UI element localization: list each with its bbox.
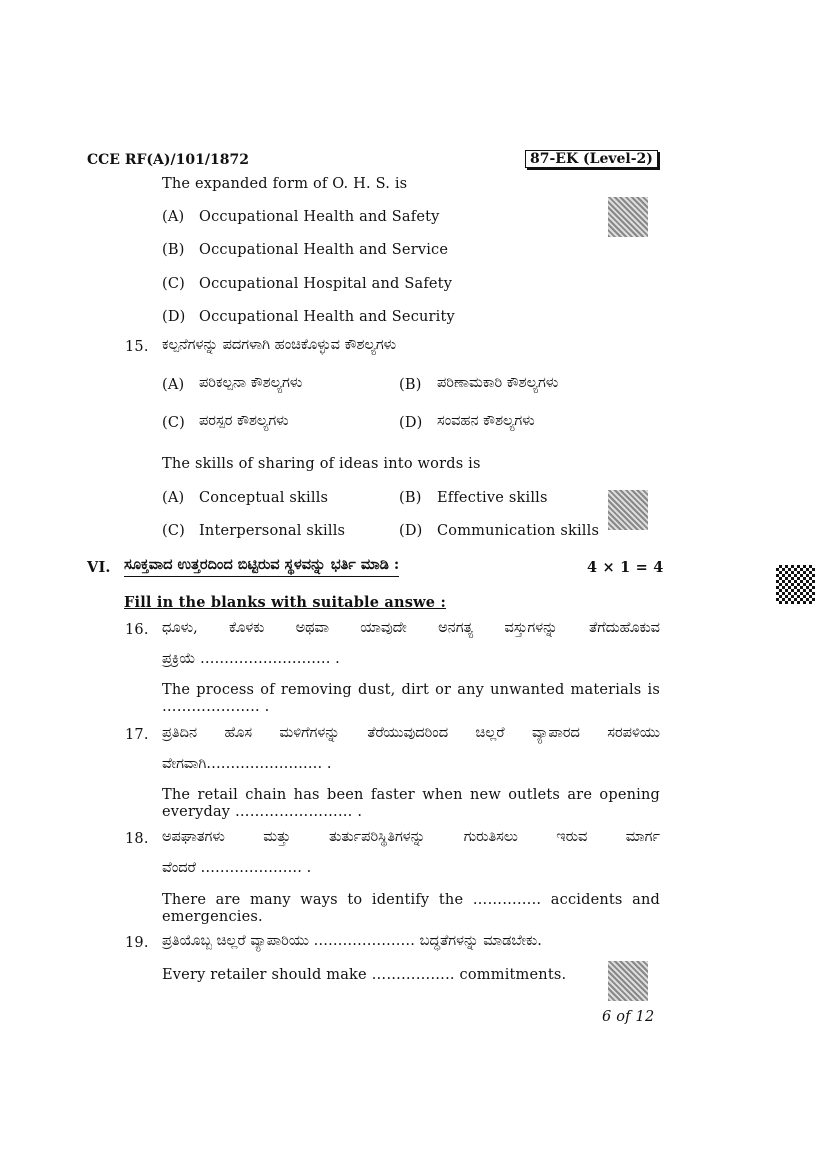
- q15-en-option-b-text: Effective skills: [437, 490, 548, 506]
- q14-option-d-label: (D): [162, 309, 186, 325]
- q15-en-option-d-label: (D): [399, 523, 423, 539]
- qr-code-image: [776, 565, 815, 604]
- q15-number: 15.: [125, 339, 149, 355]
- section-marks: 4 × 1 = 4: [587, 559, 664, 576]
- q15-kn-option-b-text: ಪರಿಣಾಮಕಾರಿ ಕೌಶಲ್ಯಗಳು: [437, 375, 559, 391]
- section-title-kn: ಸೂಕ್ತವಾದ ಉತ್ತರದಿಂದ ಬಿಟ್ಟಿರುವ ಸ್ಥಳವನ್ನು ಭರ್ತಿ ಮಾಡಿ :: [124, 556, 399, 577]
- q16-number: 16.: [125, 622, 149, 638]
- qr-code-image: [608, 197, 648, 237]
- q15-kn-option-c-text: ಪರಸ್ಪರ ಕೌಶಲ್ಯಗಳು: [199, 413, 289, 429]
- q16-en-line2: ……………….. .: [162, 699, 270, 715]
- document-code: CCE RF(A)/101/1872: [87, 152, 249, 168]
- q19-kn-line1: ಪ್ರತಿಯೊಬ್ಬ ಚಿಲ್ಲರೆ ವ್ಯಾಪಾರಿಯು ………………… ಬದ್ಧತೆಗಳನ್ನು ಮಾಡಬೇಕು.: [162, 933, 542, 949]
- q14-option-a-text: Occupational Health and Safety: [199, 209, 440, 225]
- q15-en-option-b-label: (B): [399, 490, 422, 506]
- q19-number: 19.: [125, 935, 149, 951]
- q15-kn-option-d-text: ಸಂವಹನ ಕೌಶಲ್ಯಗಳು: [437, 413, 535, 429]
- q15-kn-option-d-label: (D): [399, 415, 423, 431]
- q15-en-option-c-label: (C): [162, 523, 186, 539]
- q14-option-c-label: (C): [162, 276, 186, 292]
- q18-en-line1: There are many ways to identify the ………….. accidents and: [162, 892, 660, 908]
- q17-kn-line2: ವೇಗವಾಗಿ…………………… .: [162, 756, 332, 772]
- q14-option-b-label: (B): [162, 242, 185, 258]
- q15-en-option-d-text: Communication skills: [437, 523, 600, 539]
- q16-en-line1: The process of removing dust, dirt or any unwanted materials is: [162, 682, 660, 698]
- q16-kn-line1: ಧೂಳು, ಕೊಳಕು ಅಥವಾ ಯಾವುದೇ ಅನಗತ್ಯ ವಸ್ತುಗಳನ್ನು ತೆಗೆದುಹೊಕುವ: [162, 620, 660, 636]
- q15-en-option-c-text: Interpersonal skills: [199, 523, 346, 539]
- q18-en-line2: emergencies.: [162, 909, 263, 925]
- q17-kn-line1: ಪ್ರತಿದಿನ ಹೊಸ ಮಳಿಗೆಗಳನ್ನು ತೆರೆಯುವುದರಿಂದ ಚಿಲ್ಲರೆ ವ್ಯಾಪಾರದ ಸರಪಳಿಯು: [162, 725, 660, 741]
- qr-code-image: [608, 961, 648, 1001]
- q18-kn-line2: ವೆಂದರೆ ………………… .: [162, 860, 312, 876]
- q15-kn-option-a-label: (A): [162, 377, 185, 393]
- q17-en-line2: everyday …………………… .: [162, 804, 363, 820]
- q17-number: 17.: [125, 727, 149, 743]
- paper-code-badge: 87-EK (Level-2): [525, 150, 658, 168]
- page-number: 6 of 12: [602, 1009, 655, 1025]
- q15-en-option-a-text: Conceptual skills: [199, 490, 329, 506]
- q18-number: 18.: [125, 831, 149, 847]
- q15-stem-en: The skills of sharing of ideas into words is: [162, 456, 481, 472]
- q14-option-b-text: Occupational Health and Service: [199, 242, 449, 258]
- q15-en-option-a-label: (A): [162, 490, 185, 506]
- q18-kn-line1: ಅಪಘಾತಗಳು ಮತ್ತು ತುರ್ತುಪರಿಸ್ಥಿತಿಗಳನ್ನು ಗುರುತಿಸಲು ಇರುವ ಮಾರ್ಗ: [162, 829, 660, 845]
- q14-option-d-text: Occupational Health and Security: [199, 309, 455, 325]
- q16-kn-line2: ಪ್ರಕ್ರಿಯೆ ……………………… .: [162, 651, 340, 667]
- qr-code-image: [608, 490, 648, 530]
- q15-kn-option-a-text: ಪರಿಕಲ್ಪನಾ ಕೌಶಲ್ಯಗಳು: [199, 375, 303, 391]
- q14-stem-en: The expanded form of O. H. S. is: [162, 176, 408, 192]
- q17-en-line1: The retail chain has been faster when new outlets are opening: [162, 787, 660, 803]
- q15-kn-option-c-label: (C): [162, 415, 186, 431]
- q14-option-a-label: (A): [162, 209, 185, 225]
- section-title-en: Fill in the blanks with suitable answe :: [124, 594, 447, 611]
- q15-kn-option-b-label: (B): [399, 377, 422, 393]
- section-numeral: VI.: [87, 559, 111, 576]
- q19-en-line1: Every retailer should make …………….. commitments.: [162, 967, 567, 983]
- q14-option-c-text: Occupational Hospital and Safety: [199, 276, 453, 292]
- q15-stem-kn: ಕಲ್ಪನೆಗಳನ್ನು ಪದಗಳಾಗಿ ಹಂಚಿಕೊಳ್ಳುವ ಕೌಶಲ್ಯಗಳು: [162, 337, 397, 353]
